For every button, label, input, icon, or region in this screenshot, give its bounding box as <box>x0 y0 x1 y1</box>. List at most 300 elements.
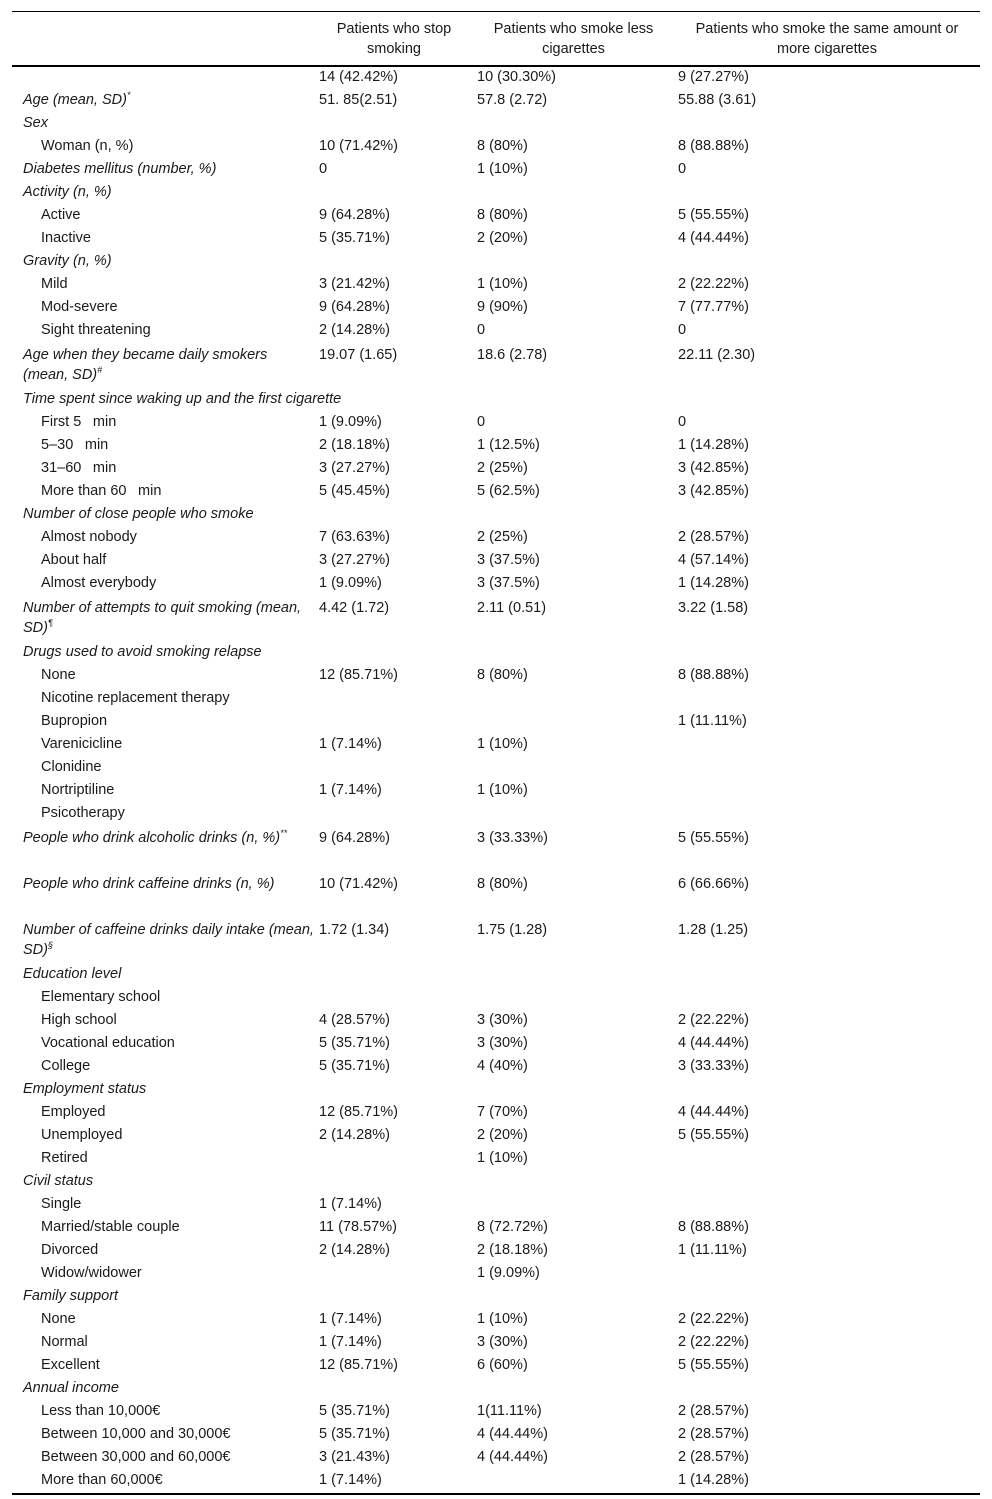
value-cell: 8 (88.88%) <box>678 667 749 683</box>
value-cell: 3 (27.27%) <box>319 552 390 568</box>
row-label-cell <box>12 297 315 320</box>
value-cell: 3 (30%) <box>477 1334 528 1350</box>
value-cell: 2 (28.57%) <box>678 1449 749 1465</box>
header-smoke-same-or-more: Patients who smoke the same amount or more cigarettes <box>695 20 959 57</box>
subcategory-row <box>12 711 980 734</box>
value-cell <box>674 987 980 1010</box>
row-label-cell <box>12 1378 315 1401</box>
row-label-cell <box>12 1079 315 1102</box>
value-cell: 5 (55.55%) <box>678 207 749 223</box>
category-row <box>12 1286 980 1309</box>
row-label-cell <box>12 1355 315 1378</box>
row-label: Age when they became daily smokers (mean, SD) <box>23 347 268 383</box>
value-cell: 51. 85(2.51) <box>319 92 398 108</box>
value-cell: 2 (28.57%) <box>678 1426 749 1442</box>
row-label: None <box>41 1311 76 1327</box>
value-cell: 9 (27.27%) <box>678 69 749 85</box>
value-cell: 1 (11.11%) <box>678 713 747 729</box>
row-label: More than 60 min <box>41 483 162 499</box>
subcategory-row <box>12 435 980 458</box>
footnote-marker: ** <box>280 828 288 839</box>
value-cell: 55.88 (3.61) <box>678 92 757 108</box>
value-cell <box>674 734 980 757</box>
subcategory-row <box>12 1332 980 1355</box>
value-cell: 3 (42.85%) <box>678 460 749 476</box>
value-cell: 12 (85.71%) <box>319 1357 398 1373</box>
category-row <box>12 113 980 136</box>
row-label: Number of caffeine drinks daily intake (mean, SD) <box>23 922 314 958</box>
row-label-cell <box>12 481 315 504</box>
row-label-cell <box>12 642 315 665</box>
value-cell <box>315 642 473 665</box>
category-row <box>12 1079 980 1102</box>
row-label-cell <box>12 1447 315 1470</box>
category-row <box>12 251 980 274</box>
value-cell <box>315 711 473 734</box>
value-cell: 5 (35.71%) <box>319 1403 390 1419</box>
row-label: Nicotine replacement therapy <box>41 690 230 706</box>
value-cell: 12 (85.71%) <box>319 667 398 683</box>
row-label-cell <box>12 1148 315 1171</box>
row-label-cell <box>12 1171 315 1194</box>
category-row <box>12 504 980 527</box>
value-cell: 4 (44.44%) <box>477 1449 548 1465</box>
row-label: First 5 min <box>41 414 117 430</box>
row-label: More than 60,000€ <box>41 1472 163 1488</box>
value-cell: 1 (10%) <box>477 1150 528 1166</box>
value-cell: 18.6 (2.78) <box>477 347 548 363</box>
value-cell: 5 (55.55%) <box>678 1127 749 1143</box>
header-stop-smoking: Patients who stop smoking <box>336 20 452 57</box>
value-cell: 3 (27.27%) <box>319 460 390 476</box>
row-label-cell <box>12 1033 315 1056</box>
value-cell <box>473 711 674 734</box>
value-cell: 7 (70%) <box>477 1104 528 1120</box>
value-cell: 2 (22.22%) <box>678 1012 749 1028</box>
value-cell: 1 (12.5%) <box>477 437 540 453</box>
value-cell <box>315 1079 473 1102</box>
value-cell: 2 (18.18%) <box>319 437 390 453</box>
row-label: Divorced <box>41 1242 99 1258</box>
value-cell: 1 (10%) <box>477 161 528 177</box>
value-cell: 9 (64.28%) <box>319 830 390 846</box>
row-label-cell <box>12 320 315 343</box>
subcategory-row <box>12 550 980 573</box>
value-cell: 0 <box>678 414 687 430</box>
characteristics-table <box>12 11 980 1495</box>
row-label-cell <box>12 1470 315 1494</box>
value-cell: 9 (90%) <box>477 299 528 315</box>
value-cell <box>674 803 980 826</box>
category-row <box>12 872 980 918</box>
value-cell: 14 (42.42%) <box>319 69 398 85</box>
row-label: Woman (n, %) <box>41 138 134 154</box>
value-cell: 0 <box>678 161 687 177</box>
value-cell: 8 (80%) <box>477 876 528 892</box>
row-label: 31–60 min <box>41 460 117 476</box>
row-label-cell <box>12 1332 315 1355</box>
value-cell <box>473 987 674 1010</box>
row-label-cell <box>12 90 315 113</box>
value-cell: 5 (35.71%) <box>319 1035 390 1051</box>
subcategory-row <box>12 481 980 504</box>
value-cell: 3 (33.33%) <box>678 1058 749 1074</box>
subcategory-row <box>12 228 980 251</box>
value-cell: 3 (30%) <box>477 1035 528 1051</box>
value-cell <box>473 1378 674 1401</box>
category-row <box>12 1171 980 1194</box>
subcategory-row <box>12 1424 980 1447</box>
row-label: High school <box>41 1012 117 1028</box>
footnote-marker: * <box>126 90 131 101</box>
row-label-cell <box>12 504 315 527</box>
value-cell: 7 (63.63%) <box>319 529 390 545</box>
footnote-marker: § <box>47 940 53 951</box>
value-cell <box>674 688 980 711</box>
row-label: Widow/widower <box>41 1265 142 1281</box>
row-label-cell <box>12 826 315 872</box>
value-cell: 1 (7.14%) <box>319 782 382 798</box>
row-label-cell <box>12 527 315 550</box>
footnote-marker: ¶ <box>47 618 53 629</box>
subcategory-row <box>12 1056 980 1079</box>
row-label: Sight threatening <box>41 322 151 338</box>
value-cell: 4.42 (1.72) <box>319 600 390 616</box>
subcategory-row <box>12 1470 980 1494</box>
row-label: Gravity (n, %) <box>23 253 112 269</box>
value-cell: 1 (7.14%) <box>319 1196 382 1212</box>
row-label-cell <box>12 66 315 90</box>
value-cell: 1 (14.28%) <box>678 437 749 453</box>
value-cell: 0 <box>319 161 328 177</box>
subcategory-row <box>12 688 980 711</box>
row-label: Almost everybody <box>41 575 157 591</box>
value-cell: 7 (77.77%) <box>678 299 749 315</box>
row-label-cell <box>12 918 315 964</box>
value-cell: 2.11 (0.51) <box>477 600 547 616</box>
row-label: Retired <box>41 1150 88 1166</box>
row-label: Excellent <box>41 1357 100 1373</box>
value-cell: 9 (64.28%) <box>319 207 390 223</box>
value-cell <box>674 964 980 987</box>
value-cell <box>473 964 674 987</box>
value-cell: 2 (20%) <box>477 1127 528 1143</box>
row-label: Less than 10,000€ <box>41 1403 161 1419</box>
value-cell <box>473 1470 674 1494</box>
category-row <box>12 964 980 987</box>
value-cell: 4 (44.44%) <box>477 1426 548 1442</box>
subcategory-row <box>12 665 980 688</box>
row-label-cell <box>12 1263 315 1286</box>
value-cell: 3 (37.5%) <box>477 552 540 568</box>
table-row <box>12 66 980 90</box>
row-label: Drugs used to avoid smoking relapse <box>23 644 262 660</box>
value-cell: 4 (57.14%) <box>678 552 749 568</box>
row-label: Between 30,000 and 60,000€ <box>41 1449 231 1465</box>
row-label-cell <box>12 136 315 159</box>
value-cell <box>674 642 980 665</box>
subcategory-row <box>12 1309 980 1332</box>
value-cell: 8 (72.72%) <box>477 1219 548 1235</box>
value-cell: 0 <box>477 322 486 338</box>
value-cell: 1 (7.14%) <box>319 736 382 752</box>
value-cell: 22.11 (2.30) <box>678 347 756 363</box>
row-label-cell <box>12 1194 315 1217</box>
row-label: Single <box>41 1196 82 1212</box>
row-label: About half <box>41 552 107 568</box>
subcategory-row <box>12 1010 980 1033</box>
subcategory-row <box>12 573 980 596</box>
value-cell <box>315 688 473 711</box>
value-cell: 1 (9.09%) <box>319 414 382 430</box>
value-cell: 9 (64.28%) <box>319 299 390 315</box>
row-label: Elementary school <box>41 989 161 1005</box>
value-cell: 19.07 (1.65) <box>319 347 398 363</box>
row-label: Civil status <box>23 1173 94 1189</box>
row-label-cell <box>12 412 315 435</box>
row-label: Nortriptiline <box>41 782 115 798</box>
value-cell: 1 (10%) <box>477 1311 528 1327</box>
row-label: Number of attempts to quit smoking (mean, SD) <box>23 600 302 636</box>
row-label: Family support <box>23 1288 119 1304</box>
category-row <box>12 642 980 665</box>
value-cell <box>473 113 674 136</box>
value-cell: 1 (10%) <box>477 736 528 752</box>
value-cell <box>473 1194 674 1217</box>
row-label-cell <box>12 458 315 481</box>
value-cell: 2 (25%) <box>477 529 528 545</box>
row-label-cell <box>12 1056 315 1079</box>
value-cell: 2 (28.57%) <box>678 1403 749 1419</box>
value-cell: 4 (44.44%) <box>678 230 749 246</box>
value-cell <box>674 1079 980 1102</box>
row-label: Mild <box>41 276 68 292</box>
subcategory-row <box>12 274 980 297</box>
subcategory-row <box>12 1401 980 1424</box>
value-cell: 11 (78.57%) <box>319 1219 397 1235</box>
value-cell <box>674 182 980 205</box>
value-cell: 1 (9.09%) <box>319 575 382 591</box>
category-row <box>12 918 980 964</box>
row-label-cell <box>12 1401 315 1424</box>
value-cell <box>473 642 674 665</box>
value-cell <box>674 780 980 803</box>
row-label-cell <box>12 688 315 711</box>
row-label-cell <box>12 182 315 205</box>
value-cell: 0 <box>477 414 486 430</box>
category-row <box>12 596 980 642</box>
value-cell: 1 (7.14%) <box>319 1472 382 1488</box>
value-cell: 5 (45.45%) <box>319 483 390 499</box>
value-cell: 3 (21.42%) <box>319 276 390 292</box>
value-cell <box>674 1148 980 1171</box>
value-cell <box>315 1378 473 1401</box>
header-empty <box>12 12 315 67</box>
value-cell: 3 (42.85%) <box>678 483 749 499</box>
value-cell: 0 <box>678 322 687 338</box>
row-label: Active <box>41 207 81 223</box>
value-cell: 2 (25%) <box>477 460 528 476</box>
value-cell: 5 (35.71%) <box>319 1058 390 1074</box>
value-cell: 1 (10%) <box>477 782 528 798</box>
value-cell <box>674 1378 980 1401</box>
value-cell: 8 (80%) <box>477 138 528 154</box>
row-label-cell <box>12 872 315 918</box>
value-cell: 1 (9.09%) <box>477 1265 540 1281</box>
row-label: Bupropion <box>41 713 108 729</box>
row-label: None <box>41 667 76 683</box>
value-cell <box>674 504 980 527</box>
value-cell <box>315 251 473 274</box>
header-smoke-less: Patients who smoke less cigarettes <box>493 20 654 57</box>
value-cell: 8 (80%) <box>477 667 528 683</box>
value-cell <box>473 1171 674 1194</box>
value-cell <box>315 1263 473 1286</box>
value-cell <box>674 1171 980 1194</box>
value-cell: 1 (7.14%) <box>319 1311 382 1327</box>
row-label: Mod-severe <box>41 299 118 315</box>
row-label: Between 10,000 and 30,000€ <box>41 1426 231 1442</box>
value-cell: 4 (28.57%) <box>319 1012 390 1028</box>
value-cell <box>315 987 473 1010</box>
value-cell <box>473 1079 674 1102</box>
value-cell: 2 (14.28%) <box>319 1242 390 1258</box>
category-row <box>12 1378 980 1401</box>
value-cell: 2 (22.22%) <box>678 1334 749 1350</box>
row-label-cell <box>12 734 315 757</box>
row-label: Employed <box>41 1104 106 1120</box>
value-cell: 4 (40%) <box>477 1058 528 1074</box>
value-cell <box>674 757 980 780</box>
row-label-cell <box>12 228 315 251</box>
value-cell: 10 (30.30%) <box>477 69 556 85</box>
value-cell: 1 (14.28%) <box>678 575 749 591</box>
subcategory-row <box>12 780 980 803</box>
row-label-cell <box>12 343 315 389</box>
row-label-cell <box>12 780 315 803</box>
subcategory-row <box>12 412 980 435</box>
subcategory-row <box>12 1447 980 1470</box>
row-label: Annual income <box>23 1380 119 1396</box>
value-cell: 3 (33.33%) <box>477 830 548 846</box>
value-cell <box>473 803 674 826</box>
row-label-cell <box>12 964 315 987</box>
value-cell: 4 (44.44%) <box>678 1035 749 1051</box>
value-cell <box>473 688 674 711</box>
value-cell <box>674 1263 980 1286</box>
value-cell: 6 (66.66%) <box>678 876 749 892</box>
row-label: Married/stable couple <box>41 1219 180 1235</box>
value-cell <box>473 1286 674 1309</box>
row-label-cell <box>12 1102 315 1125</box>
row-label-cell <box>12 987 315 1010</box>
row-label: Inactive <box>41 230 91 246</box>
value-cell: 10 (71.42%) <box>319 138 398 154</box>
value-cell: 1 (7.14%) <box>319 1334 382 1350</box>
row-label-cell <box>12 205 315 228</box>
value-cell: 3 (30%) <box>477 1012 528 1028</box>
row-label: Activity (n, %) <box>23 184 112 200</box>
row-label: Education level <box>23 966 122 982</box>
row-label-cell <box>12 665 315 688</box>
value-cell: 1(11.11%) <box>477 1403 542 1419</box>
value-cell: 8 (88.88%) <box>678 138 749 154</box>
subcategory-row <box>12 527 980 550</box>
value-cell: 5 (55.55%) <box>678 1357 749 1373</box>
value-cell <box>473 251 674 274</box>
value-cell: 3 (21.43%) <box>319 1449 390 1465</box>
value-cell: 2 (14.28%) <box>319 322 390 338</box>
value-cell: 2 (28.57%) <box>678 529 749 545</box>
category-row <box>12 182 980 205</box>
table-body <box>12 66 980 1494</box>
row-label: People who drink caffeine drinks (n, %) <box>23 876 275 892</box>
subcategory-row <box>12 757 980 780</box>
row-label: Age (mean, SD) <box>23 92 127 108</box>
category-row <box>12 826 980 872</box>
row-label-cell <box>12 711 315 734</box>
value-cell <box>315 803 473 826</box>
subcategory-row <box>12 1194 980 1217</box>
subcategory-row <box>12 458 980 481</box>
subcategory-row <box>12 1148 980 1171</box>
row-label-cell <box>12 803 315 826</box>
value-cell <box>315 1286 473 1309</box>
row-label-cell <box>12 757 315 780</box>
subcategory-row <box>12 205 980 228</box>
row-label: People who drink alcoholic drinks (n, %) <box>23 830 281 846</box>
row-label: Psicotherapy <box>41 805 125 821</box>
row-label-cell <box>12 1424 315 1447</box>
row-label: Normal <box>41 1334 88 1350</box>
row-label: Time spent since waking up and the first cigarette <box>23 391 342 407</box>
row-label: College <box>41 1058 91 1074</box>
row-label-cell <box>12 596 315 642</box>
value-cell: 6 (60%) <box>477 1357 528 1373</box>
row-label: 5–30 min <box>41 437 109 453</box>
subcategory-row <box>12 1102 980 1125</box>
row-label-cell <box>12 1286 315 1309</box>
row-label-cell <box>12 1309 315 1332</box>
row-label: Almost nobody <box>41 529 137 545</box>
value-cell <box>315 964 473 987</box>
value-cell: 2 (18.18%) <box>477 1242 548 1258</box>
value-cell: 3.22 (1.58) <box>678 600 749 616</box>
value-cell: 57.8 (2.72) <box>477 92 548 108</box>
value-cell: 4 (44.44%) <box>678 1104 749 1120</box>
subcategory-row <box>12 1263 980 1286</box>
row-label: Vocational education <box>41 1035 175 1051</box>
value-cell <box>315 113 473 136</box>
value-cell: 2 (14.28%) <box>319 1127 390 1143</box>
footnote-marker: # <box>97 365 103 376</box>
value-cell: 10 (71.42%) <box>319 876 398 892</box>
value-cell: 8 (80%) <box>477 207 528 223</box>
row-label-cell <box>12 573 315 596</box>
value-cell: 1 (10%) <box>477 276 528 292</box>
row-label-cell <box>12 550 315 573</box>
row-label: Sex <box>23 115 48 131</box>
value-cell <box>473 182 674 205</box>
value-cell: 1.72 (1.34) <box>319 922 390 938</box>
subcategory-row <box>12 987 980 1010</box>
subcategory-row <box>12 1217 980 1240</box>
category-row <box>12 159 980 182</box>
value-cell: 5 (55.55%) <box>678 830 749 846</box>
subcategory-row <box>12 803 980 826</box>
row-label-cell <box>12 274 315 297</box>
value-cell: 5 (35.71%) <box>319 1426 390 1442</box>
